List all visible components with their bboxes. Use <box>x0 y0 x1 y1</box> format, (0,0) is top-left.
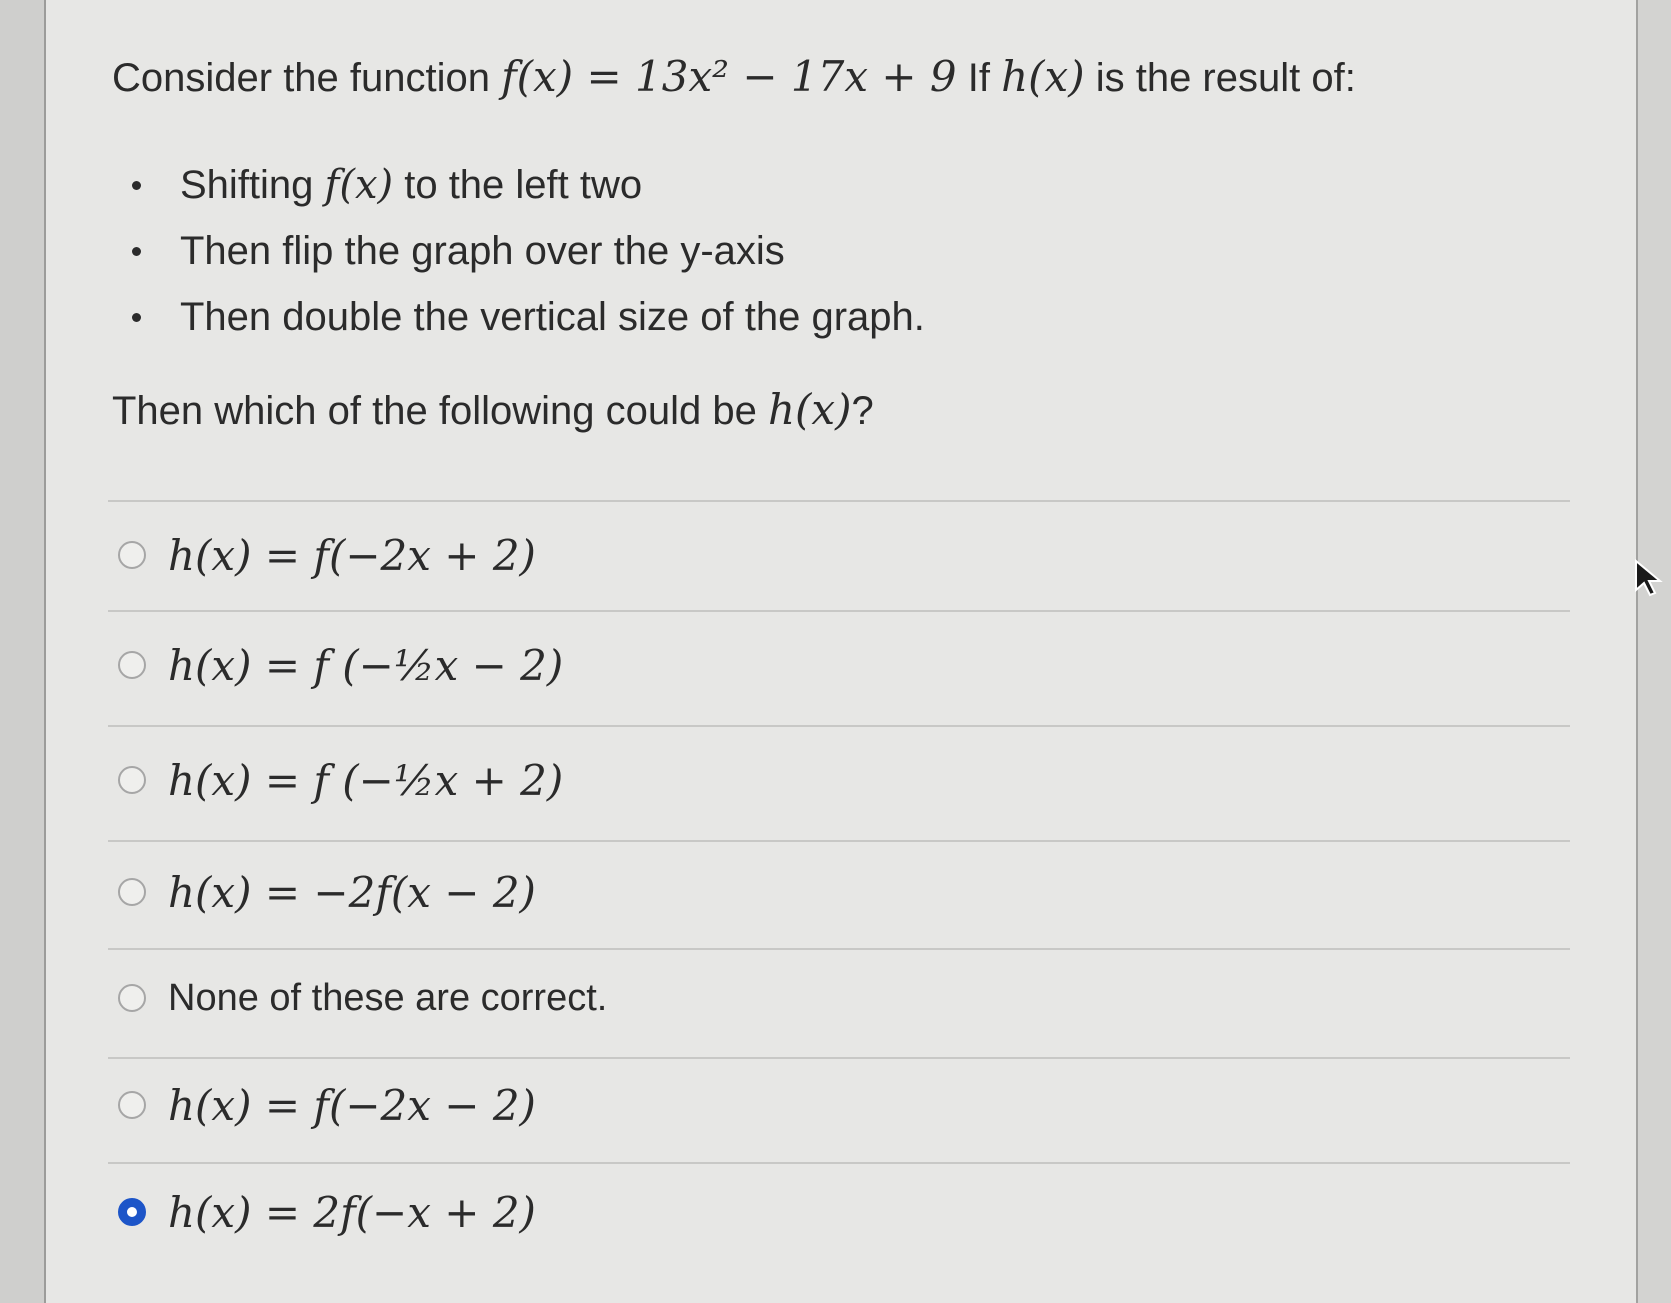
option-divider <box>108 500 1570 502</box>
answer-option-5[interactable] <box>118 958 607 1038</box>
radio-button[interactable] <box>118 1091 146 1119</box>
mouse-pointer-icon <box>1633 558 1667 598</box>
stem-prefix: Consider the function <box>112 56 502 100</box>
radio-button[interactable] <box>118 766 146 794</box>
step-item: Then double the vertical size of the graph. <box>128 284 925 350</box>
step-item: Shifting f(x) to the left two <box>128 152 925 218</box>
stem-if: If <box>956 56 1002 100</box>
answer-option-1[interactable] <box>118 515 536 595</box>
option-label: h(x) = −2f(x − 2) <box>168 867 536 917</box>
radio-button[interactable] <box>118 541 146 569</box>
stem-suffix: is the result of: <box>1084 56 1356 100</box>
stem-function: f(x) = 13x² − 17x + 9 <box>501 52 957 101</box>
bullet-icon <box>132 313 141 322</box>
answer-option-7[interactable] <box>118 1172 536 1252</box>
answer-option-6[interactable] <box>118 1065 536 1145</box>
radio-button-selected[interactable] <box>118 1198 146 1226</box>
question-stem <box>112 52 1356 101</box>
option-divider <box>108 725 1570 727</box>
option-label: None of these are correct. <box>168 976 608 1019</box>
option-divider <box>108 610 1570 612</box>
stem-hx: h(x) <box>1001 52 1085 101</box>
option-label: h(x) = f(−2x − 2) <box>168 1080 536 1130</box>
option-label: h(x) = 2f(−x + 2) <box>168 1187 536 1237</box>
radio-button[interactable] <box>118 651 146 679</box>
right-gutter <box>1636 0 1671 1303</box>
option-label: h(x) = f (−½x − 2) <box>168 640 564 690</box>
option-label: h(x) = f(−2x + 2) <box>168 530 536 580</box>
question-prompt: Then which of the following could be h(x)? <box>112 385 874 434</box>
answer-option-4[interactable] <box>118 852 536 932</box>
radio-button[interactable] <box>118 878 146 906</box>
option-divider <box>108 1162 1570 1164</box>
left-gutter <box>0 0 46 1303</box>
step-item: Then flip the graph over the y-axis <box>128 218 925 284</box>
bullet-icon <box>132 181 141 190</box>
option-label: h(x) = f (−½x + 2) <box>168 755 564 805</box>
answer-option-3[interactable] <box>118 740 563 820</box>
option-divider <box>108 948 1570 950</box>
transformation-steps <box>128 152 925 350</box>
bullet-icon <box>132 247 141 256</box>
option-divider <box>108 840 1570 842</box>
option-divider <box>108 1057 1570 1059</box>
answer-option-2[interactable] <box>118 625 563 705</box>
radio-button[interactable] <box>118 984 146 1012</box>
